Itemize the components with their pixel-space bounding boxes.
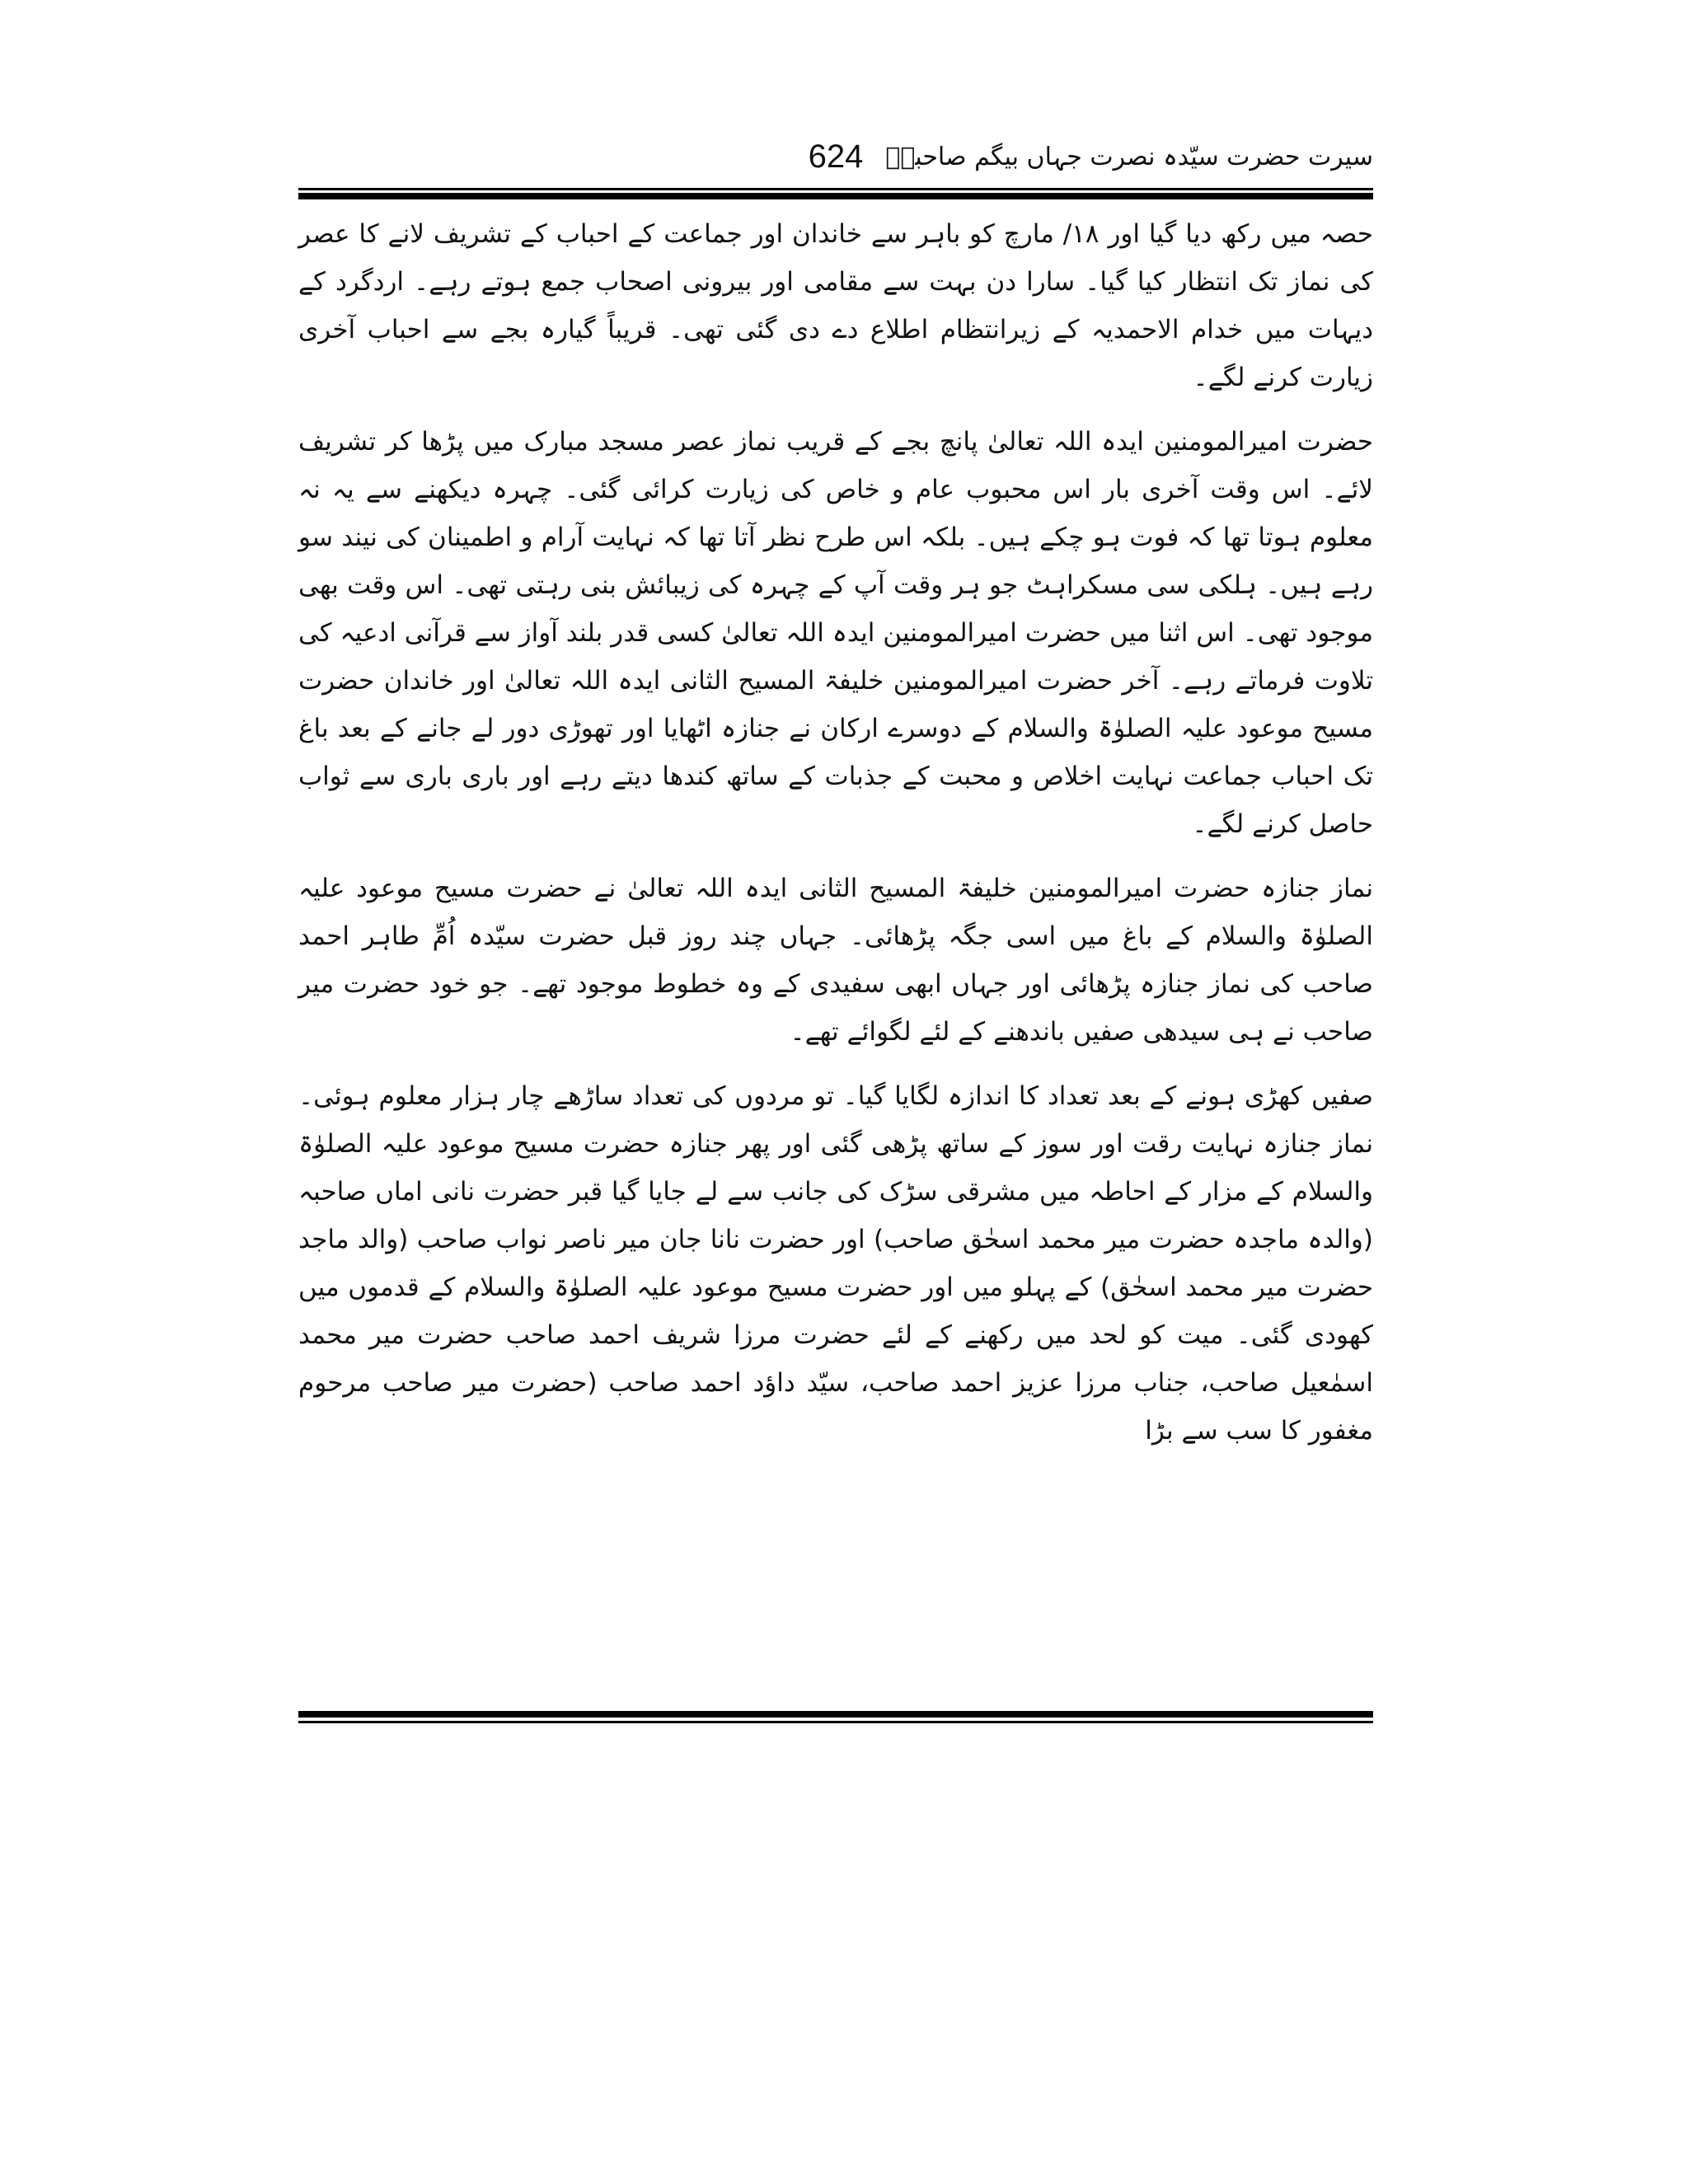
paragraph: نماز جنازہ حضرت امیرالمومنین خلیفۃ المسیح الثانی ایدہ اللہ تعالیٰ نے حضرت مسیح موعود علیہ الصلوٰۃ والسلام کے باغ میں اسی جگہ پڑھائی۔ جہاں چند روز قبل حضرت سیّدہ اُمِّ طاہر احمد صاحب کی نماز جنازہ پڑھائی اور جہاں ابھی سفیدی کے وہ خطوط موجود تھے۔ جو خود حضرت میر صاحب نے ہی سیدھی صفیں باندھنے کے لئے لگوائے تھے۔ [298, 874, 1373, 1047]
paragraph: حضرت امیرالمومنین ایدہ اللہ تعالیٰ پانچ بجے کے قریب نماز عصر مسجد مبارک میں پڑھا کر تشریف لائے۔ اس وقت آخری بار اس محبوب عام و خاص کی زیارت کرائی گئی۔ چہرہ دیکھنے سے یہ نہ معلوم ہوتا تھا کہ فوت ہو چکے ہیں۔ بلکہ اس طرح نظر آتا تھا کہ نہایت آرام و اطمینان کی نیند سو رہے ہیں۔ ہلکی سی مسکراہٹ جو ہر وقت آپ کے چہرہ کی زیبائش بنی رہتی تھی۔ اس وقت بھی موجود تھی۔ اس اثنا میں حضرت امیرالمومنین ایدہ اللہ تعالیٰ کسی قدر بلند آواز سے قرآنی ادعیہ کی تلاوت فرماتے رہے۔ آخر حضرت امیرالمومنین خلیفۃ المسیح الثانی ایدہ اللہ تعالیٰ اور خاندان حضرت مسیح موعود علیہ الصلوٰۃ والسلام کے دوسرے ارکان نے جنازہ اٹھایا اور تھوڑی دور لے جانے کے بعد باغ تک احباب جماعت نہایت اخلاص و محبت کے جذبات کے ساتھ کندھا دیتے رہے اور باری باری سے ثواب حاصل کرنے لگے۔ [298, 427, 1373, 839]
paragraph: صفیں کھڑی ہونے کے بعد تعداد کا اندازہ لگایا گیا۔ تو مردوں کی تعداد ساڑھے چار ہزار معلوم ہوئی۔ نماز جنازہ نہایت رقت اور سوز کے ساتھ پڑھی گئی اور پھر جنازہ حضرت مسیح موعود علیہ الصلوٰۃ والسلام کے مزار کے احاطہ میں مشرقی سڑک کی جانب سے لے جایا گیا قبر حضرت نانی اماں صاحبہ (والدہ ماجدہ حضرت میر محمد اسحٰق صاحب) اور حضرت نانا جان میر ناصر نواب صاحب (والد ماجد حضرت میر محمد اسحٰق) کے پہلو میں اور حضرت مسیح موعود علیہ الصلوٰۃ والسلام کے قدموں میں کھودی گئی۔ میت کو لحد میں رکھنے کے لئے حضرت مرزا شریف احمد صاحب حضرت میر محمد اسمٰعیل صاحب، جناب مرزا عزیز احمد صاحب، سیّد داؤد احمد صاحب (حضرت میر صاحب مرحوم مغفور کا سب سے بڑا [298, 1081, 1373, 1446]
page-number: 624 [808, 138, 864, 175]
header-rule-thick [298, 193, 1373, 199]
book-title: سیرت حضرت سیّدہ نصرت جہاں بیگم صاحبہؓ [885, 143, 1373, 171]
body-text [298, 210, 1373, 1471]
footer-rule-thick [298, 1711, 1373, 1718]
running-header [298, 132, 1373, 190]
header-rule-thin [298, 188, 1373, 190]
footer-rule-thin [298, 1721, 1373, 1723]
paragraph: حصہ میں رکھ دیا گیا اور ۱۸/ مارچ کو باہر سے خاندان اور جماعت کے احباب کے تشریف لانے کا عصر کی نماز تک انتظار کیا گیا۔ سارا دن بہت سے مقامی اور بیرونی اصحاب جمع ہوتے رہے۔ اردگرد کے دیہات میں خدام الاحمدیہ کے زیرانتظام اطلاع دے دی گئی تھی۔ قریباً گیارہ بجے سے احباب آخری زیارت کرنے لگے۔ [298, 219, 1373, 392]
